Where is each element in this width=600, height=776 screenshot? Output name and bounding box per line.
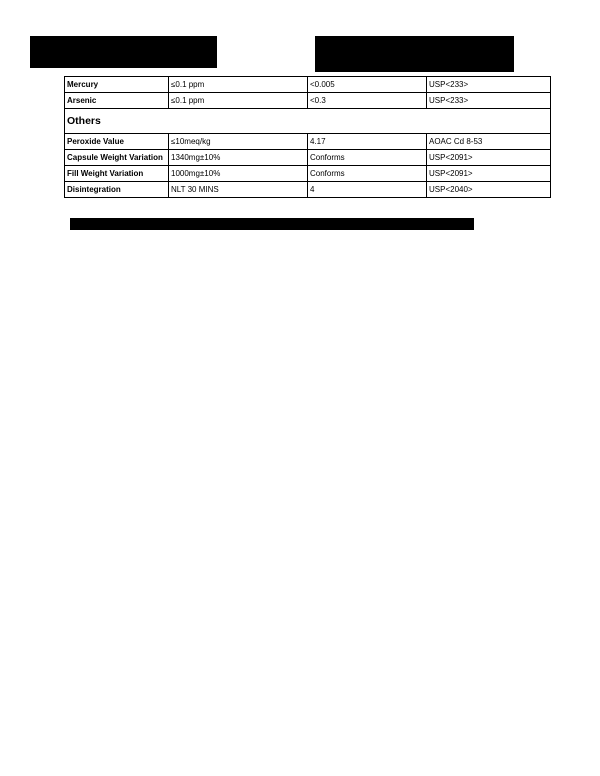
method-cell: USP<233> [427, 93, 551, 109]
result-cell: Conforms [308, 150, 427, 166]
table-row [65, 150, 551, 166]
redaction-bar [30, 36, 217, 68]
specification-cell: ≤0.1 ppm [169, 77, 308, 93]
test-results-table [64, 76, 551, 198]
table-row [65, 166, 551, 182]
parameter-cell: Peroxide Value [65, 134, 169, 150]
method-cell: USP<2091> [427, 166, 551, 182]
section-heading: Others [65, 109, 551, 134]
parameter-cell: Disintegration [65, 182, 169, 198]
specification-cell: 1000mg±10% [169, 166, 308, 182]
table-row [65, 134, 551, 150]
parameter-cell: Fill Weight Variation [65, 166, 169, 182]
result-cell: 4.17 [308, 134, 427, 150]
redaction-bar [70, 218, 474, 230]
result-cell: <0.005 [308, 77, 427, 93]
result-cell: <0.3 [308, 93, 427, 109]
table-row [65, 93, 551, 109]
parameter-cell: Arsenic [65, 93, 169, 109]
specification-cell: 1340mg±10% [169, 150, 308, 166]
parameter-cell: Capsule Weight Variation [65, 150, 169, 166]
method-cell: USP<2040> [427, 182, 551, 198]
table-row [65, 77, 551, 93]
parameter-cell: Mercury [65, 77, 169, 93]
result-cell: 4 [308, 182, 427, 198]
redaction-bar [315, 36, 514, 72]
method-cell: AOAC Cd 8-53 [427, 134, 551, 150]
table-row [65, 182, 551, 198]
method-cell: USP<2091> [427, 150, 551, 166]
result-cell: Conforms [308, 166, 427, 182]
section-heading-row [65, 109, 551, 134]
specification-cell: ≤0.1 ppm [169, 93, 308, 109]
specification-cell: ≤10meq/kg [169, 134, 308, 150]
method-cell: USP<233> [427, 77, 551, 93]
specification-cell: NLT 30 MINS [169, 182, 308, 198]
